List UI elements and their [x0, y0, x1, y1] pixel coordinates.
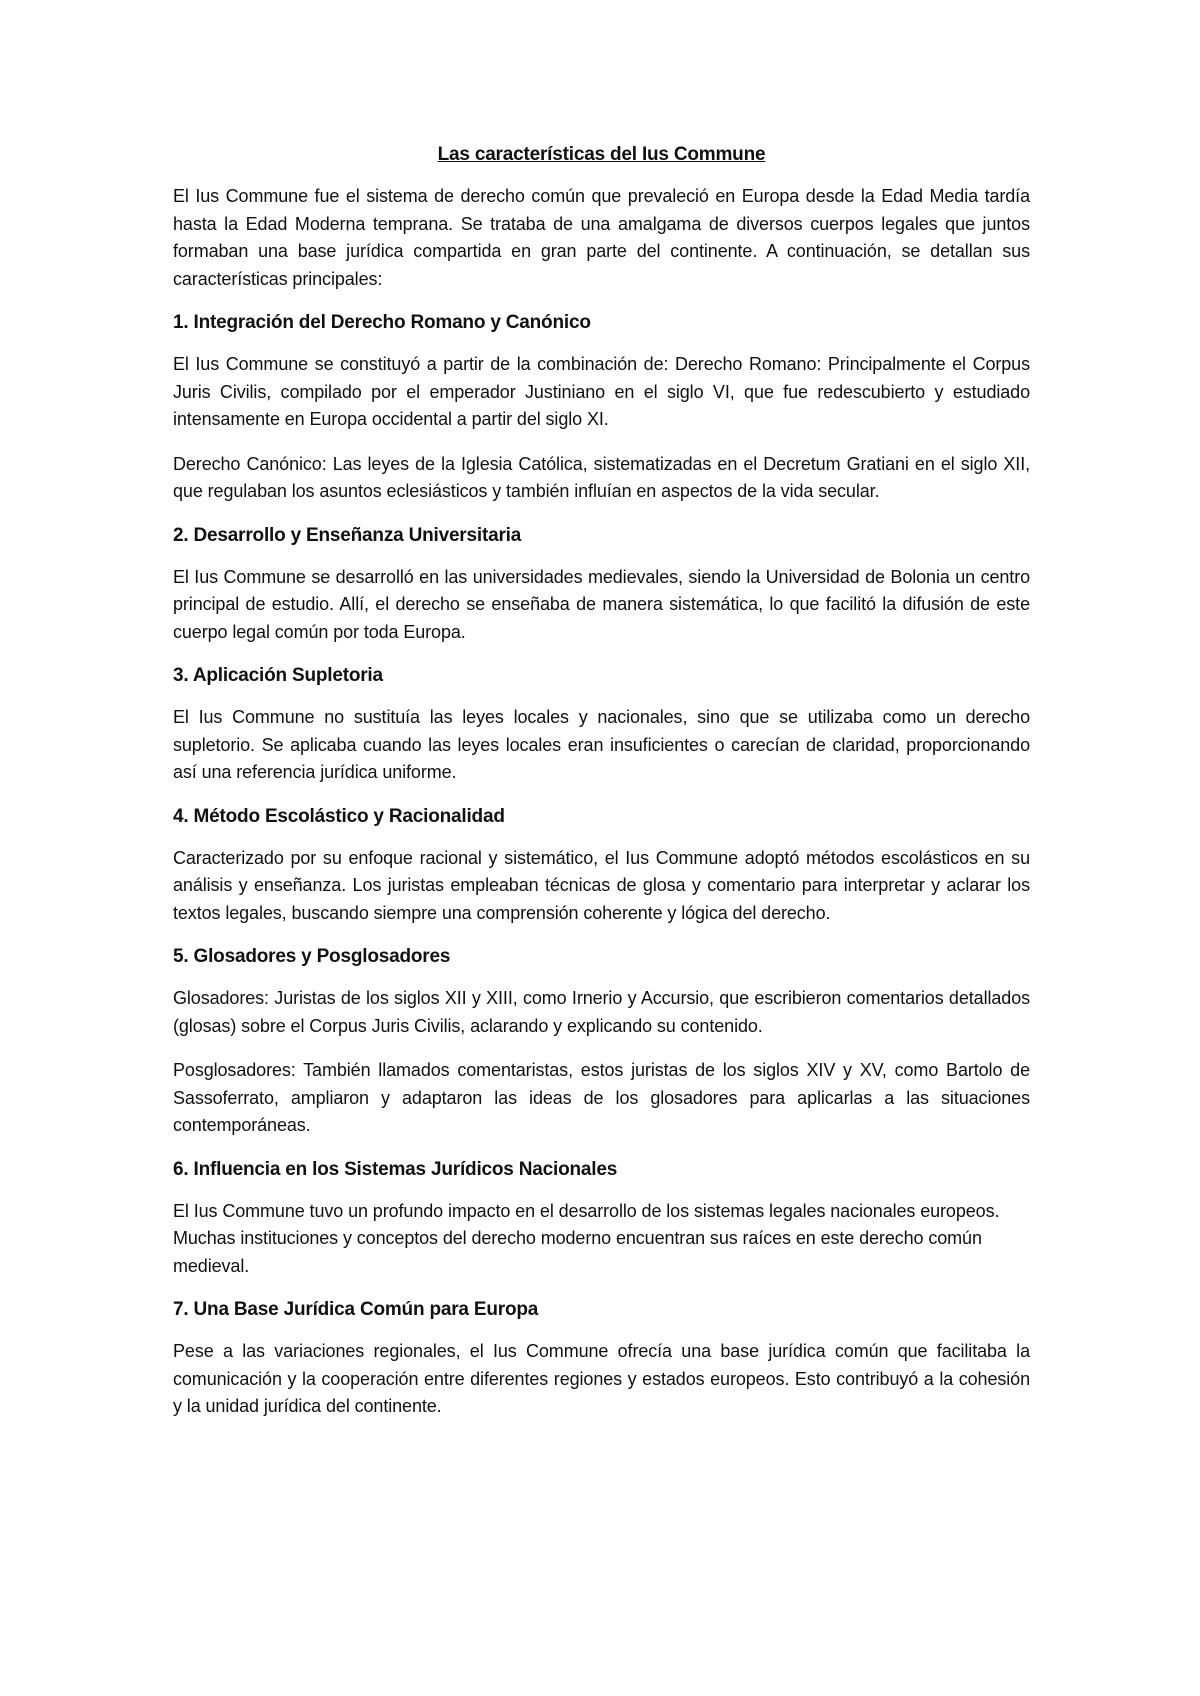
intro-paragraph: El Ius Commune fue el sistema de derecho común que prevaleció en Europa desde la Edad Media tardía hasta la Edad Moderna temprana. Se trataba de una amalgama de diversos cuerpos legales que juntos formaban una base jurídica compartida en gran parte del continente. A continuación, se detallan sus características principales:	[173, 186, 1030, 289]
document-page	[173, 143, 1030, 1438]
section-heading-6: 6. Influencia en los Sistemas Jurídicos Nacionales	[173, 1158, 618, 1180]
section-heading-3: 3. Aplicación Supletoria	[173, 665, 383, 686]
section-heading-5: 5. Glosadores y Posglosadores	[173, 946, 451, 967]
section-5-paragraph-2: Posglosadores: También llamados comentaristas, estos juristas de los siglos XIV y XV, como Bartolo de Sassoferrato, ampliaron y adaptaron las ideas de los glosadores para aplicarlas a las situaciones contemporáneas.	[173, 1060, 1030, 1135]
section-heading-2: 2. Desarrollo y Enseñanza Universitaria	[173, 524, 522, 546]
section-2-paragraph-1: El Ius Commune se desarrolló en las universidades medievales, siendo la Universidad de Bolonia un centro principal de estudio. Allí, el derecho se enseñaba de manera sistemática, lo que facilitó la difusión de este cuerpo legal común por toda Europa.	[173, 566, 1030, 642]
section-6-paragraph-1: El Ius Commune tuvo un profundo impacto en el desarrollo de los sistemas legales nacionales europeos. Muchas instituciones y conceptos del derecho moderno encuentran sus raíces en este derecho común medieval.	[173, 1200, 1000, 1276]
section-4-paragraph-1: Caracterizado por su enfoque racional y sistemático, el Ius Commune adoptó métodos escolásticos en su análisis y enseñanza. Los juristas empleaban técnicas de glosa y comentario para interpretar y aclarar los textos legales, buscando siempre una comprensión coherente y lógica del derecho.	[173, 847, 1030, 923]
section-5-paragraph-1: Glosadores: Juristas de los siglos XII y XIII, como Irnerio y Accursio, que escribieron comentarios detallados (glosas) sobre el Corpus Juris Civilis, aclarando y explicando su contenido.	[173, 988, 1030, 1036]
section-heading-7: 7. Una Base Jurídica Común para Europa	[173, 1299, 539, 1320]
section-heading-1: 1. Integración del Derecho Romano y Canónico	[173, 312, 591, 333]
section-1-paragraph-2: Derecho Canónico: Las leyes de la Iglesia Católica, sistematizadas en el Decretum Gratiani en el siglo XII, que regulaban los asuntos eclesiásticos y también influían en aspectos de la vida secular.	[173, 453, 1030, 501]
section-heading-4: 4. Método Escolástico y Racionalidad	[173, 805, 505, 827]
section-1-paragraph-1: El Ius Commune se constituyó a partir de la combinación de: Derecho Romano: Principalmente el Corpus Juris Civilis, compilado por el emperador Justiniano en el siglo VI, que fue redescubierto y estudiado intensamente en Europa occidental a partir del siglo XI.	[173, 354, 1030, 429]
section-3-paragraph-1: El Ius Commune no sustituía las leyes locales y nacionales, sino que se utilizaba como un derecho supletorio. Se aplicaba cuando las leyes locales eran insuficientes o carecían de claridad, proporcionando así una referencia jurídica uniforme.	[173, 707, 1030, 782]
document-title: Las características del Ius Commune	[437, 144, 766, 165]
section-7-paragraph-1: Pese a las variaciones regionales, el Ius Commune ofrecía una base jurídica común que facilitaba la comunicación y la cooperación entre diferentes regiones y estados europeos. Esto contribuyó a la cohesión y la unidad jurídica del continente.	[173, 1341, 1030, 1416]
